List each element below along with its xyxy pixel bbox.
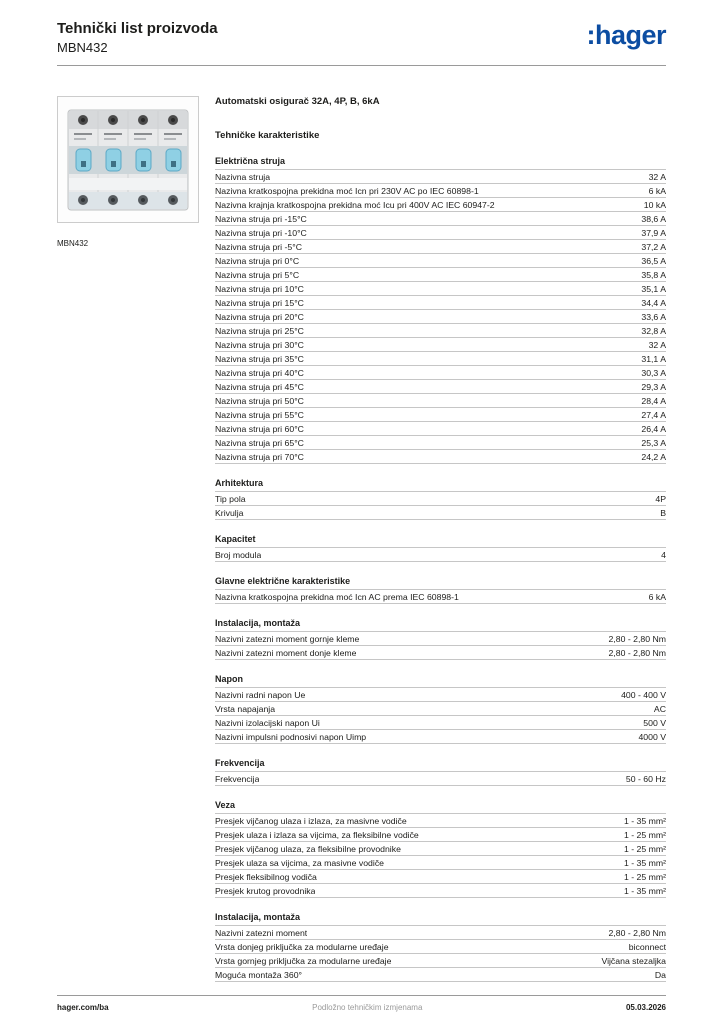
spec-row [215,268,666,282]
spec-row [215,772,666,786]
spec-section [215,757,666,786]
spec-row-value: 32 A [648,171,666,182]
spec-row-label: Nazivna struja pri 5°C [215,269,300,280]
spec-row-value: 2,80 - 2,80 Nm [608,927,666,938]
spec-row [215,352,666,366]
spec-row-label: Nazivna struja pri 40°C [215,367,304,378]
characteristics-title: Tehničke karakteristike [215,130,320,141]
spec-row-label: Nazivna struja pri 0°C [215,255,300,266]
spec-section [215,575,666,604]
spec-row [215,632,666,646]
spec-row-value: 1 - 35 mm² [624,815,666,826]
spec-row-label: Frekvencija [215,773,260,784]
spec-row-value: 4P [655,493,666,504]
circuit-breaker-photo [64,104,192,216]
spec-row [215,492,666,506]
spec-row-label: Nazivna struja pri 70°C [215,451,304,462]
spec-row-value: 32 A [648,339,666,350]
spec-row-value: 26,4 A [641,423,666,434]
spec-row-value: Vijčana stezaljka [601,955,666,966]
spec-row-label: Nazivna struja pri 35°C [215,353,304,364]
spec-section [215,911,666,982]
spec-row [215,716,666,730]
spec-row-label: Nazivna struja pri -5°C [215,241,302,252]
spec-row-value: 4000 V [638,731,666,742]
spec-row-label: Vrsta donjeg priključka za modularne uređaje [215,941,389,952]
spec-row-value: 34,4 A [641,297,666,308]
spec-row-label: Nazivna struja pri 65°C [215,437,304,448]
spec-row-label: Nazivni zatezni moment donje kleme [215,647,357,658]
spec-row-value: 6 kA [648,591,666,602]
spec-row-label: Nazivna struja pri 50°C [215,395,304,406]
spec-row-value: B [660,507,666,518]
spec-row-value: 10 kA [643,199,666,210]
spec-row [215,310,666,324]
spec-section-title: Električna struja [215,155,666,170]
spec-row-label: Nazivna struja pri -15°C [215,213,307,224]
spec-row-value: 29,3 A [641,381,666,392]
footer-website-link[interactable]: hager.com/ba [57,1003,109,1012]
spec-row-value: 24,2 A [641,451,666,462]
spec-row [215,688,666,702]
footer-date: 05.03.2026 [625,1003,666,1012]
spec-row-label: Nazivna struja [215,171,271,182]
spec-row-value: 31,1 A [641,353,666,364]
spec-row-label: Vrsta gornjeg priključka za modularne uređaje [215,955,392,966]
spec-row-value: 33,6 A [641,311,666,322]
spec-row [215,296,666,310]
spec-row-value: 1 - 25 mm² [624,843,666,854]
spec-row-value: 25,3 A [641,437,666,448]
spec-row-label: Nazivna struja pri 55°C [215,409,304,420]
spec-row-value: 35,8 A [641,269,666,280]
spec-row [215,884,666,898]
header-titles [57,20,218,56]
spec-row [215,870,666,884]
spec-section [215,477,666,520]
spec-row-label: Nazivna struja pri 15°C [215,297,304,308]
spec-row-value: 30,3 A [641,367,666,378]
spec-row-value: Da [654,969,666,980]
spec-section-title: Kapacitet [215,533,666,548]
spec-section-title: Instalacija, montaža [215,617,666,632]
spec-row-value: 50 - 60 Hz [625,773,666,784]
spec-row-label: Nazivna kratkospojna prekidna moć Icn pri 230V AC po IEC 60898-1 [215,185,479,196]
spec-row [215,212,666,226]
spec-section [215,673,666,744]
spec-row-label: Nazivna struja pri -10°C [215,227,307,238]
spec-row [215,926,666,940]
spec-row [215,842,666,856]
spec-section-title: Glavne električne karakteristike [215,575,666,590]
spec-row [215,814,666,828]
spec-row-label: Nazivni impulsni podnosivi napon Uimp [215,731,367,742]
spec-row-value: 6 kA [648,185,666,196]
spec-row [215,422,666,436]
spec-row [215,408,666,422]
hager-logo: :hager [586,20,666,50]
main-content [57,96,666,982]
page-footer [57,995,666,1012]
spec-row-value: 37,9 A [641,227,666,238]
spec-section [215,617,666,660]
spec-section [215,155,666,464]
spec-row-label: Nazivna struja pri 25°C [215,325,304,336]
spec-row-label: Vrsta napajanja [215,703,276,714]
spec-row [215,282,666,296]
spec-sections [215,155,666,982]
spec-row-label: Krivulja [215,507,244,518]
spec-row-label: Nazivni zatezni moment [215,927,308,938]
spec-row [215,324,666,338]
spec-section-title: Veza [215,799,666,814]
spec-row-value: 4 [661,549,666,560]
spec-row [215,366,666,380]
spec-row [215,170,666,184]
spec-row-label: Nazivna struja pri 20°C [215,311,304,322]
spec-row-value: 400 - 400 V [621,689,666,700]
spec-row [215,968,666,982]
spec-row-label: Nazivna krajnja kratkospojna prekidna moć Icu pri 400V AC IEC 60947-2 [215,199,495,210]
spec-row-value: biconnect [628,941,666,952]
spec-row-label: Nazivni zatezni moment gornje kleme [215,633,360,644]
spec-row [215,436,666,450]
spec-section-title: Arhitektura [215,477,666,492]
spec-section [215,799,666,898]
spec-section [215,533,666,562]
spec-row-label: Presjek fleksibilnog vodiča [215,871,317,882]
spec-row-label: Nazivni izolacijski napon Ui [215,717,320,728]
spec-row [215,702,666,716]
document-subtitle: MBN432 [57,40,108,55]
spec-row-value: 27,4 A [641,409,666,420]
spec-row [215,828,666,842]
spec-row-label: Presjek ulaza sa vijcima, za masivne vodiče [215,857,384,868]
product-image-frame [57,96,199,223]
spec-row-label: Broj modula [215,549,262,560]
spec-row-label: Nazivna struja pri 10°C [215,283,304,294]
spec-row-value: 35,1 A [641,283,666,294]
spec-row [215,240,666,254]
spec-row [215,954,666,968]
spec-row-value: 32,8 A [641,325,666,336]
spec-row-value: 1 - 35 mm² [624,885,666,896]
spec-row-label: Presjek vijčanog ulaza i izlaza, za masivne vodiče [215,815,407,826]
spec-row-value: 1 - 25 mm² [624,871,666,882]
spec-row-label: Tip pola [215,493,246,504]
spec-row [215,730,666,744]
spec-section-title: Frekvencija [215,757,666,772]
spec-row [215,646,666,660]
document-title: Tehnički list proizvoda [57,20,218,37]
spec-row [215,590,666,604]
spec-row [215,184,666,198]
page-header [57,0,666,66]
spec-row-label: Presjek krutog provodnika [215,885,316,896]
footer-disclaimer: Podložno tehničkim izmjenama [312,1003,423,1012]
spec-row [215,226,666,240]
spec-row-value: 2,80 - 2,80 Nm [608,647,666,658]
spec-row [215,548,666,562]
spec-row [215,450,666,464]
spec-row-label: Nazivna struja pri 30°C [215,339,304,350]
spec-row [215,940,666,954]
spec-row-label: Nazivni radni napon Ue [215,689,306,700]
spec-row-value: 1 - 25 mm² [624,829,666,840]
spec-row-value: 38,6 A [641,213,666,224]
spec-row-value: 2,80 - 2,80 Nm [608,633,666,644]
spec-row-label: Nazivna struja pri 60°C [215,423,304,434]
spec-row-label: Nazivna struja pri 45°C [215,381,304,392]
spec-row-label: Moguća montaža 360° [215,969,303,980]
spec-row-value: AC [653,703,666,714]
spec-row [215,380,666,394]
spec-row [215,198,666,212]
spec-row-value: 500 V [643,717,666,728]
product-image-caption: MBN432 [57,239,89,248]
spec-row-label: Nazivna kratkospojna prekidna moć Icn AC prema IEC 60898-1 [215,591,459,602]
spec-row-value: 1 - 35 mm² [624,857,666,868]
spec-row [215,506,666,520]
specs-column [215,96,666,982]
spec-row-value: 36,5 A [641,255,666,266]
spec-row [215,338,666,352]
spec-row-label: Presjek ulaza i izlaza sa vijcima, za fleksibilne vodiče [215,829,419,840]
spec-row [215,856,666,870]
spec-row [215,254,666,268]
spec-row-value: 28,4 A [641,395,666,406]
spec-row-value: 37,2 A [641,241,666,252]
product-name: Automatski osigurač 32A, 4P, B, 6kA [215,96,380,107]
spec-row [215,394,666,408]
spec-section-title: Napon [215,673,666,688]
spec-section-title: Instalacija, montaža [215,911,666,926]
spec-row-label: Presjek vijčanog ulaza, za fleksibilne provodnike [215,843,401,854]
product-image-column [57,96,215,982]
